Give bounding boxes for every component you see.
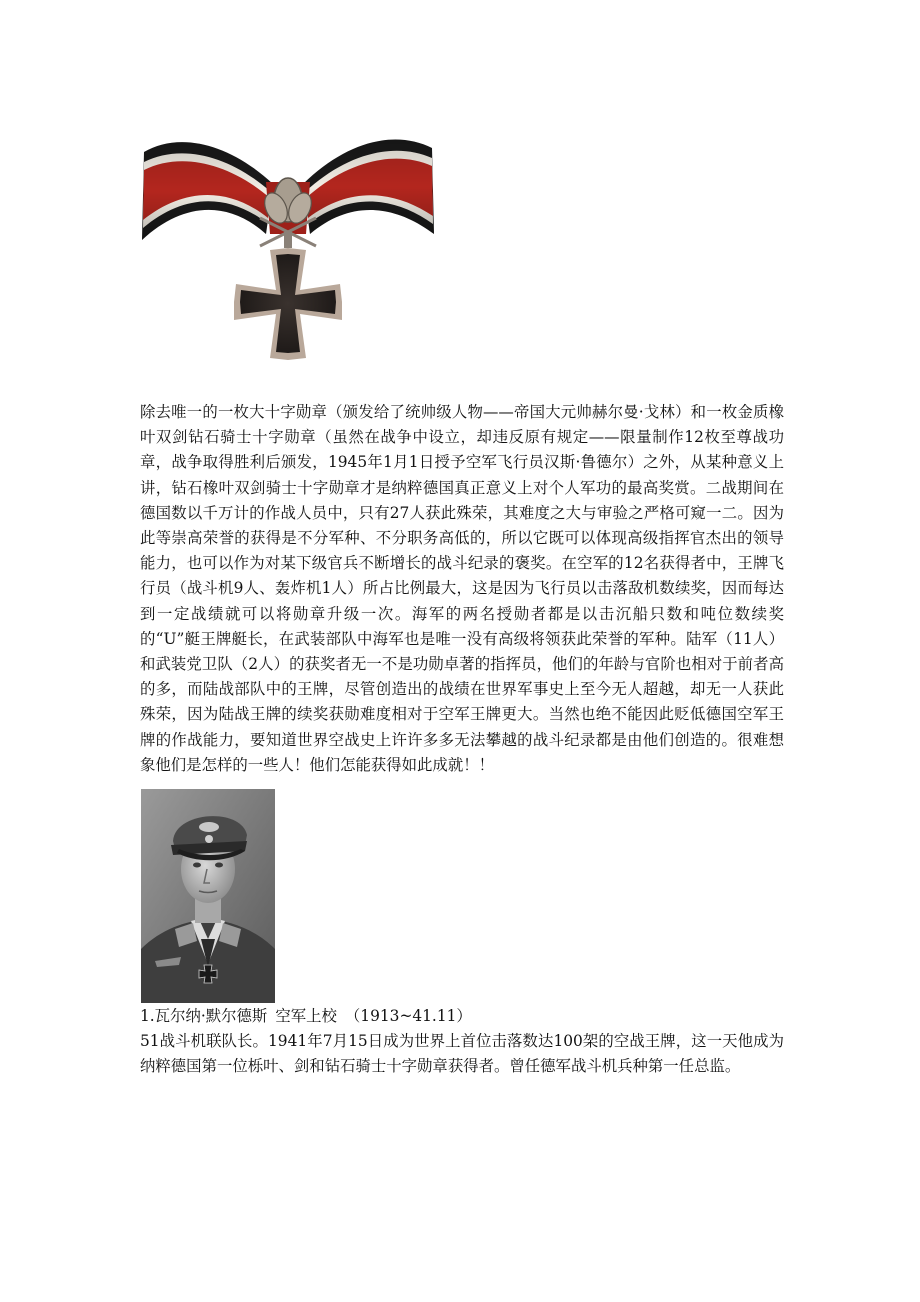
caption-rank: 空军上校 <box>275 1007 337 1025</box>
portrait-drawing <box>141 789 275 1003</box>
knights-cross-medal-image <box>138 122 438 390</box>
caption-dates: （1913~41.11） <box>344 1007 472 1025</box>
iron-cross <box>234 248 342 360</box>
caption-name: 1.瓦尔纳·默尔德斯 <box>140 1007 268 1025</box>
officer-portrait-photo <box>141 789 275 1003</box>
main-paragraph: 除去唯一的一枚大十字勋章（颁发给了统帅级人物——帝国大元帅赫尔曼·戈林）和一枚金质橡叶双剑钻石骑士十字勋章（虽然在战争中设立，却违反原有规定——限量制作12枚至尊战功章，战争取得胜利后颁发，1945年1月1日授予空军飞行员汉斯·鲁德尔）之外，从某种意义上讲，钻石橡叶双剑骑士十字勋章才是纳粹德国真正意义上对个人军功的最高奖赏。二战期间在德国数以千万计的作战人员中，只有27人获此殊荣，其难度之大与审验之严格可窥一二。因为此等崇高荣誉的获得是不分军种、不分职务高低的，所以它既可以体现高级指挥官杰出的领导能力，也可以作为对某下级官兵不断增长的战斗纪录的褒奖。在空军的12名获得者中，王牌飞行员（战斗机9人、轰炸机1人）所占比例最大，这是因为飞行员以击落敌机数续奖，因而每达到一定战绩就可以将勋章升级一次。海军的两名授勋者都是以击沉船只数和吨位数续奖的“U”艇王牌艇长，在武装部队中海军也是唯一没有高级将领获此荣誉的军种。陆军（11人）和武装党卫队（2人）的获奖者无一不是功勋卓著的指挥员，他们的年龄与官阶也相对于前者高的多，而陆战部队中的王牌，尽管创造出的战绩在世界军事史上至今无人超越，却无一人获此殊荣，因为陆战王牌的续奖获勋难度相对于空军王牌更大。当然也绝不能因此贬低德国空军王牌的作战能力，要知道世界空战史上许许多多无法攀越的战斗纪录都是由他们创造的。很难想象他们是怎样的一些人！他们怎能获得如此成就！！ <box>140 403 784 774</box>
portrait-caption <box>140 1004 800 1029</box>
ribbon-right <box>303 140 434 234</box>
bio-paragraph: 51战斗机联队长。1941年7月15日成为世界上首位击落数达100架的空战王牌，这一天他成为纳粹德国第一位栎叶、剑和钻石骑士十字勋章获得者。曾任德军战斗机兵种第一任总监。 <box>140 1032 784 1076</box>
ribbon-left <box>142 142 273 240</box>
